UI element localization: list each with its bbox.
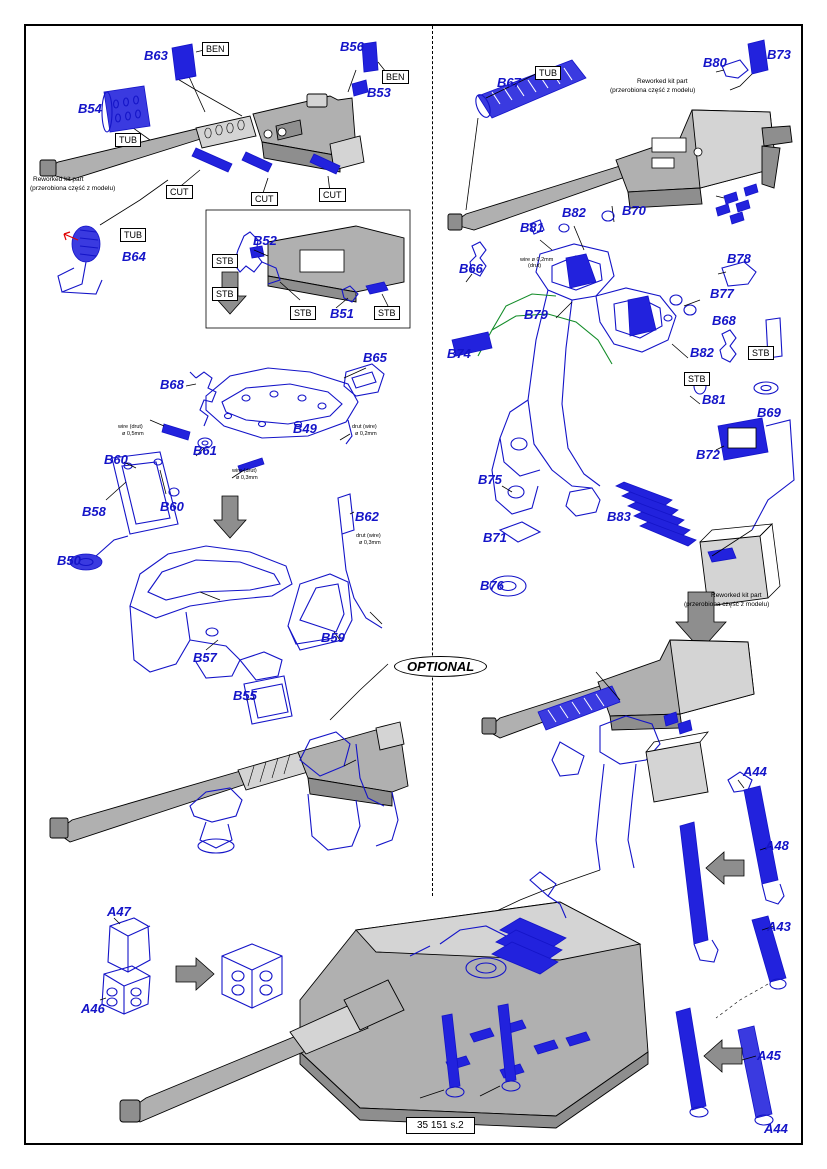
part-label-B74: B74: [447, 346, 471, 361]
part-label-B54: B54: [78, 101, 102, 116]
part-label-B57: B57: [193, 650, 217, 665]
tag-stb-3: STB: [290, 306, 316, 320]
part-label-B78: B78: [727, 251, 751, 266]
assembled-gun-right: [482, 640, 754, 870]
page-code: 35 151 s.2: [406, 1117, 475, 1134]
part-label-B55: B55: [233, 688, 257, 703]
part-label-B73: B73: [767, 47, 791, 62]
note-reworked-box-pl: (przerobiona część z modelu): [684, 601, 770, 608]
tag-ben-2: BEN: [382, 70, 409, 84]
part-label-A43: A43: [767, 919, 791, 934]
part-label-B75: B75: [478, 472, 502, 487]
part-label-B60-a: B60: [104, 452, 128, 467]
part-label-B70: B70: [622, 203, 646, 218]
note-drut-03: drut (wire): [356, 533, 381, 539]
part-B54: [102, 86, 150, 132]
part-label-B61: B61: [193, 443, 217, 458]
note-reworked-topleft-pl: (przerobiona część z modelu): [30, 185, 116, 192]
part-label-A48: A48: [765, 838, 789, 853]
part-label-B66: B66: [459, 261, 483, 276]
note-wire-05-dim: ø 0,5mm: [122, 431, 144, 437]
part-B68-right-chain: [720, 330, 736, 362]
note-wire-03: wire (drut): [232, 468, 257, 474]
tag-stb-1: STB: [212, 254, 238, 268]
tag-ben-1: BEN: [202, 42, 229, 56]
part-label-B68-right: B68: [712, 313, 736, 328]
note-wire-02mm-sub: (drut): [528, 263, 542, 269]
tag-cut-3: CUT: [319, 188, 346, 202]
part-label-B81-a: B81: [520, 220, 544, 235]
part-label-B52: B52: [253, 233, 277, 248]
part-label-A47: A47: [107, 904, 131, 919]
part-label-B60-b: B60: [160, 499, 184, 514]
note-reworked-right-en: Reworked kit part: [637, 78, 688, 85]
part-label-B71: B71: [483, 530, 507, 545]
part-B53: [352, 80, 368, 96]
part-label-B59: B59: [321, 630, 345, 645]
part-label-B68-left: B68: [160, 377, 184, 392]
tag-stb-2: STB: [212, 287, 238, 301]
parts-A46-A47: [100, 918, 282, 1014]
part-B56: [362, 42, 386, 72]
part-label-A46: A46: [81, 1001, 105, 1016]
note-wire-03-dim: ø 0,3mm: [236, 475, 258, 481]
part-label-B72: B72: [696, 447, 720, 462]
part-label-B53: B53: [367, 85, 391, 100]
note-reworked-topleft-en: Reworked kit part: [33, 176, 84, 183]
part-label-B67: B67: [497, 75, 521, 90]
part-label-B82-a: B82: [562, 205, 586, 220]
part-label-B82-b: B82: [690, 345, 714, 360]
assembled-gun-left: [50, 722, 408, 853]
tag-cut-2: CUT: [251, 192, 278, 206]
part-label-B49: B49: [293, 421, 317, 436]
part-B64: [58, 226, 102, 294]
part-label-B51: B51: [330, 306, 354, 321]
optional-badge: OPTIONAL: [394, 656, 487, 677]
part-label-B81-b: B81: [702, 392, 726, 407]
arrow-down-2: [214, 496, 246, 538]
part-label-B63: B63: [144, 48, 168, 63]
part-label-B62: B62: [355, 509, 379, 524]
part-label-A44-bottom: A44: [764, 1121, 788, 1136]
note-wire-02mm: wire ø 0,2mm: [520, 257, 554, 263]
note-reworked-box-en: Reworked kit part: [711, 592, 762, 599]
mg-body-right: [448, 40, 792, 230]
part-label-B83: B83: [607, 509, 631, 524]
note-wire-05: wire (drut): [118, 424, 143, 430]
part-label-B56: B56: [340, 39, 364, 54]
part-label-A44-top: A44: [743, 764, 767, 779]
tag-tub-1: TUB: [115, 133, 141, 147]
part-label-A45: A45: [757, 1048, 781, 1063]
tag-tub-3: TUB: [535, 66, 561, 80]
pintle-mount: [478, 206, 700, 516]
part-B63: [172, 44, 204, 80]
part-label-B50: B50: [57, 553, 81, 568]
tag-tub-2: TUB: [120, 228, 146, 242]
note-reworked-right-pl: (przerobiona część z modelu): [610, 87, 696, 94]
part-label-B64: B64: [122, 249, 146, 264]
part-label-B77: B77: [710, 286, 734, 301]
note-drut-02: drut (wire): [352, 424, 377, 430]
part-label-B65: B65: [363, 350, 387, 365]
note-drut-03-dim: ø 0,3mm: [359, 540, 381, 546]
tag-stb-5: STB: [684, 372, 710, 386]
cradle-group: [70, 364, 384, 724]
tag-cut-1: CUT: [166, 185, 193, 199]
part-label-B79: B79: [524, 307, 548, 322]
part-B68-chain: [190, 372, 216, 426]
mg-body-topleft: [40, 70, 364, 225]
note-drut-02-dim: ø 0,2mm: [355, 431, 377, 437]
tag-stb-4: STB: [374, 306, 400, 320]
parts-rods-right: [676, 772, 786, 1125]
part-label-B80: B80: [703, 55, 727, 70]
tag-stb-6: STB: [748, 346, 774, 360]
part-label-B76: B76: [480, 578, 504, 593]
right-small-parts: [452, 211, 794, 606]
turret: [120, 872, 648, 1128]
part-label-B69: B69: [757, 405, 781, 420]
part-label-B58: B58: [82, 504, 106, 519]
